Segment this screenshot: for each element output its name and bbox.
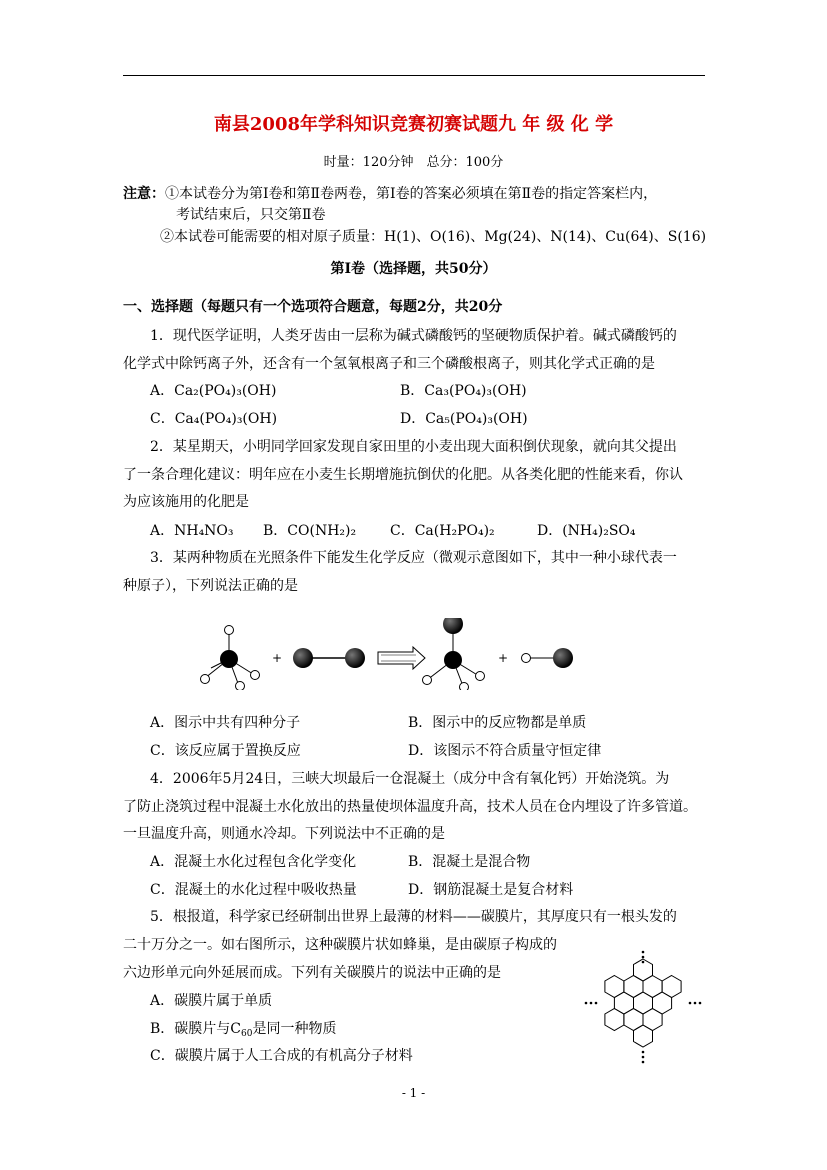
note-1a: ①本试卷分为第Ⅰ卷和第Ⅱ卷两卷，第Ⅰ卷的答案必须填在第Ⅱ卷的指定答案栏内， [165,186,658,202]
continuation-dots [585,951,702,1064]
q2-line-2: 了一条合理化建议：明年应在小麦生长期增施抗倒伏的化肥。从各类化肥的性能来看，你认 [123,467,683,483]
q4-line-1: 4．2006年5月24日，三峡大坝最后一仓混凝土（成分中含有氧化钙）开始浇筑。为 [150,771,670,787]
q2-line-1: 2．某星期天，小明同学回家发现自家田里的小麦出现大面积倒伏现象，就向其父提出 [150,439,677,455]
notes-label: 注意： [123,186,165,202]
plus-sign-2: + [498,651,509,665]
page-title: 南县2008年学科知识竞赛初赛试题九 年 级 化 学 [213,114,614,135]
q5-line-3: 六边形单元向外延展而成。下列有关碳膜片的说法中正确的是 [123,965,501,981]
q4-option-c: C．混凝土的水化过程中吸收热量 [150,882,357,898]
q5-option-b: B．碳膜片与$C_{60}$是同一种物质 [150,1021,337,1039]
product-molecule-2 [522,648,574,668]
reactant-molecule-2 [293,648,365,668]
arrow-inner [381,655,416,661]
notes-line-1 [123,184,657,204]
product-molecule-1 [423,618,485,690]
q3-option-d: D．该图示不符合质量守恒定律 [408,743,602,759]
note-2: ②本试卷可能需要的相对原子质量：H(1)、O(16)、Mg(24)、N(14)、Cu(64)、S(16) [160,229,707,245]
hexagon-cell [634,1025,653,1047]
q4-option-b: B．混凝土是混合物 [408,854,531,870]
q1-option-a: A．Ca₂(PO₄)₃(OH) [150,383,277,399]
honeycomb-diagram [582,946,706,1070]
header-rule [123,75,705,76]
exam-meta: 时量：120分钟 总分：100分 [323,155,504,170]
q4-line-2: 了防止浇筑过程中混凝土水化放出的热量使坝体温度升高，技术人员在仓内埋设了许多管道。 [123,799,697,815]
q3-option-b: B．图示中的反应物都是单质 [408,715,587,731]
q5-option-a: A．碳膜片属于单质 [150,993,273,1009]
q1-line-1: 1．现代医学证明，人类牙齿由一层称为碱式磷酸钙的坚硬物质保护着。碱式磷酸钙的 [150,328,677,344]
q2-option-b: B．CO(NH₂)₂ [263,523,357,539]
hexagon-cell [605,1009,624,1031]
hexagon-cell [605,976,624,998]
reaction-arrow [378,647,425,669]
q5-option-c: C．碳膜片属于人工合成的有机高分子材料 [150,1048,413,1064]
plus-sign-1: + [272,651,283,665]
q3-line-2: 种原子），下列说法正确的是 [123,578,298,594]
q2-option-a: A．NH₄NO₃ [150,523,234,539]
q1-line-2: 化学式中除钙离子外，还含有一个氢氧根离子和三个磷酸根离子，则其化学式正确的是 [123,356,655,372]
q3-option-a: A．图示中共有四种分子 [150,715,301,731]
reaction-diagram [195,618,585,690]
q3-option-c: C．该反应属于置换反应 [150,743,301,759]
q5-line-2: 二十万分之一。如右图所示，这种碳膜片状如蜂巢，是由碳原子构成的 [123,937,557,953]
page-number: - 1 - [401,1086,426,1100]
q1-option-b: B．Ca₃(PO₄)₃(OH) [400,383,527,399]
q4-option-d: D．钢筋混凝土是复合材料 [408,882,574,898]
q1-option-d: D．Ca₅(PO₄)₃(OH) [400,411,528,427]
q4-option-a: A．混凝土水化过程包含化学变化 [150,854,357,870]
note-1b: 考试结束后，只交第Ⅱ卷 [176,207,326,223]
q2-option-c: C．Ca(H₂PO₄)₂ [390,523,495,539]
hexagon-cell [662,976,681,998]
reactant-molecule-1 [201,626,260,691]
q2-option-d: D．(NH₄)₂SO₄ [537,523,636,539]
q5-line-1: 5．根报道，科学家已经研制出世界上最薄的材料——碳膜片，其厚度只有一根头发的 [150,909,677,925]
part-heading: 一、选择题（每题只有一个选项符合题意，每题2分，共20分 [123,299,503,315]
q4-line-3: 一旦温度升高，则通水冷却。下列说法中不正确的是 [123,826,445,842]
q2-line-3: 为应该施用的化肥是 [123,494,249,510]
q1-option-c: C．Ca₄(PO₄)₃(OH) [150,411,278,427]
q3-line-1: 3．某两种物质在光照条件下能发生化学反应（微观示意图如下，其中一种小球代表一 [150,550,677,566]
section-title: 第Ⅰ卷（选择题，共50分） [330,261,497,277]
